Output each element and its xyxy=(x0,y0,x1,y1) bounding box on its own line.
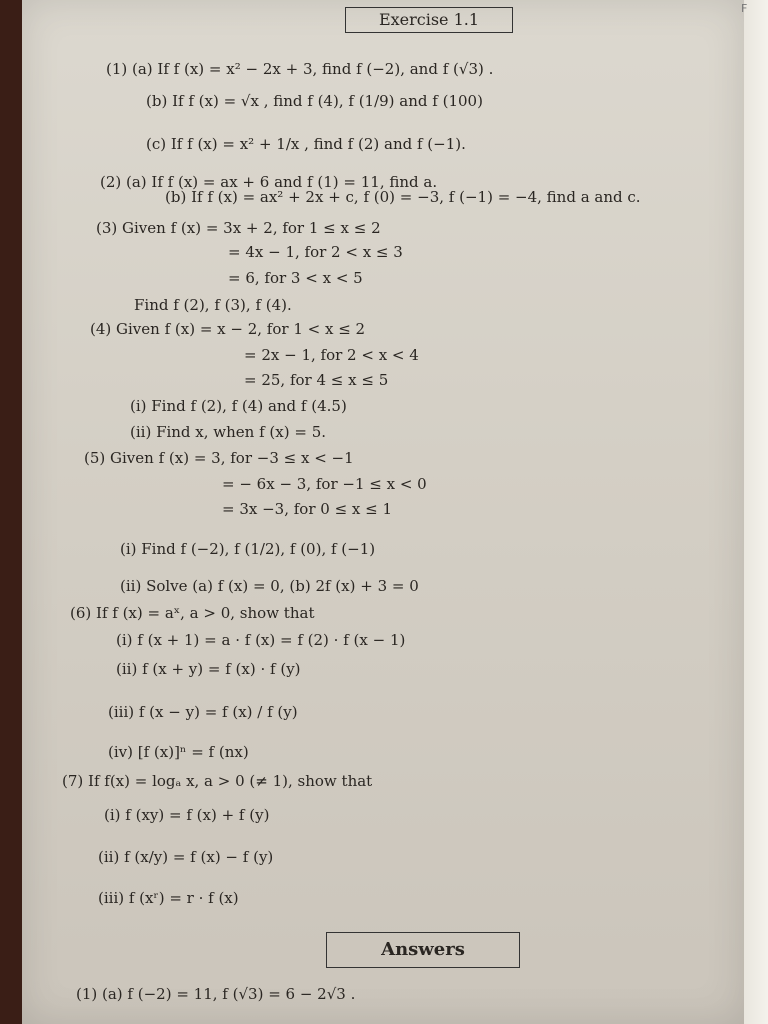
corner-mark: F xyxy=(741,2,748,15)
question-3-find: Find f (2), f (3), f (4). xyxy=(134,296,292,314)
question-6iii: (iii) f (x − y) = f (x) / f (y) xyxy=(108,703,298,721)
answers-title: Answers xyxy=(326,932,520,968)
question-6: (6) If f (x) = aˣ, a > 0, show that xyxy=(70,604,315,622)
question-1c: (c) If f (x) = x² + 1/x , find f (2) and f (−1). xyxy=(146,135,466,153)
question-7iii: (iii) f (xʳ) = r · f (x) xyxy=(98,889,239,907)
question-5-line1: (5) Given f (x) = 3, for −3 ≤ x < −1 xyxy=(84,449,354,467)
question-5-line3: = 3x −3, for 0 ≤ x ≤ 1 xyxy=(222,500,393,518)
question-5i: (i) Find f (−2), f (1/2), f (0), f (−1) xyxy=(120,540,376,558)
question-5ii: (ii) Solve (a) f (x) = 0, (b) 2f (x) + 3 = 0 xyxy=(120,577,419,595)
question-6iv: (iv) [f (x)]ⁿ = f (nx) xyxy=(108,743,249,761)
question-4ii: (ii) Find x, when f (x) = 5. xyxy=(130,423,327,441)
question-6ii: (ii) f (x + y) = f (x) · f (y) xyxy=(116,660,301,678)
question-7i: (i) f (xy) = f (x) + f (y) xyxy=(104,806,270,824)
question-6i: (i) f (x + 1) = a · f (x) = f (2) · f (x − 1) xyxy=(116,631,406,649)
question-7: (7) If f(x) = logₐ x, a > 0 (≠ 1), show that xyxy=(62,772,373,790)
question-4-line3: = 25, for 4 ≤ x ≤ 5 xyxy=(244,371,389,389)
question-1b: (b) If f (x) = √x , find f (4), f (1/9) and f (100) xyxy=(146,92,483,110)
question-2b: (b) If f (x) = ax² + 2x + c, f (0) = −3, f (−1) = −4, find a and c. xyxy=(165,188,641,206)
question-2a: (2) (a) If f (x) = ax + 6 and f (1) = 11, find a. xyxy=(100,173,438,191)
question-4i: (i) Find f (2), f (4) and f (4.5) xyxy=(130,397,347,415)
exercise-title: Exercise 1.1 xyxy=(345,7,513,33)
page-edge-right xyxy=(744,0,768,1024)
question-3-line1: (3) Given f (x) = 3x + 2, for 1 ≤ x ≤ 2 xyxy=(96,219,381,237)
question-4-line1: (4) Given f (x) = x − 2, for 1 < x ≤ 2 xyxy=(90,320,366,338)
answer-1: (1) (a) f (−2) = 11, f (√3) = 6 − 2√3 . xyxy=(76,985,356,1003)
question-3-line2: = 4x − 1, for 2 < x ≤ 3 xyxy=(228,243,403,261)
question-3-line3: = 6, for 3 < x < 5 xyxy=(228,269,363,287)
question-5-line2: = − 6x − 3, for −1 ≤ x < 0 xyxy=(222,475,427,493)
question-4-line2: = 2x − 1, for 2 < x < 4 xyxy=(244,346,419,364)
question-7ii: (ii) f (x/y) = f (x) − f (y) xyxy=(98,848,274,866)
page-edge-left xyxy=(0,0,22,1024)
question-1a: (1) (a) If f (x) = x² − 2x + 3, find f (−2), and f (√3) . xyxy=(106,60,494,78)
